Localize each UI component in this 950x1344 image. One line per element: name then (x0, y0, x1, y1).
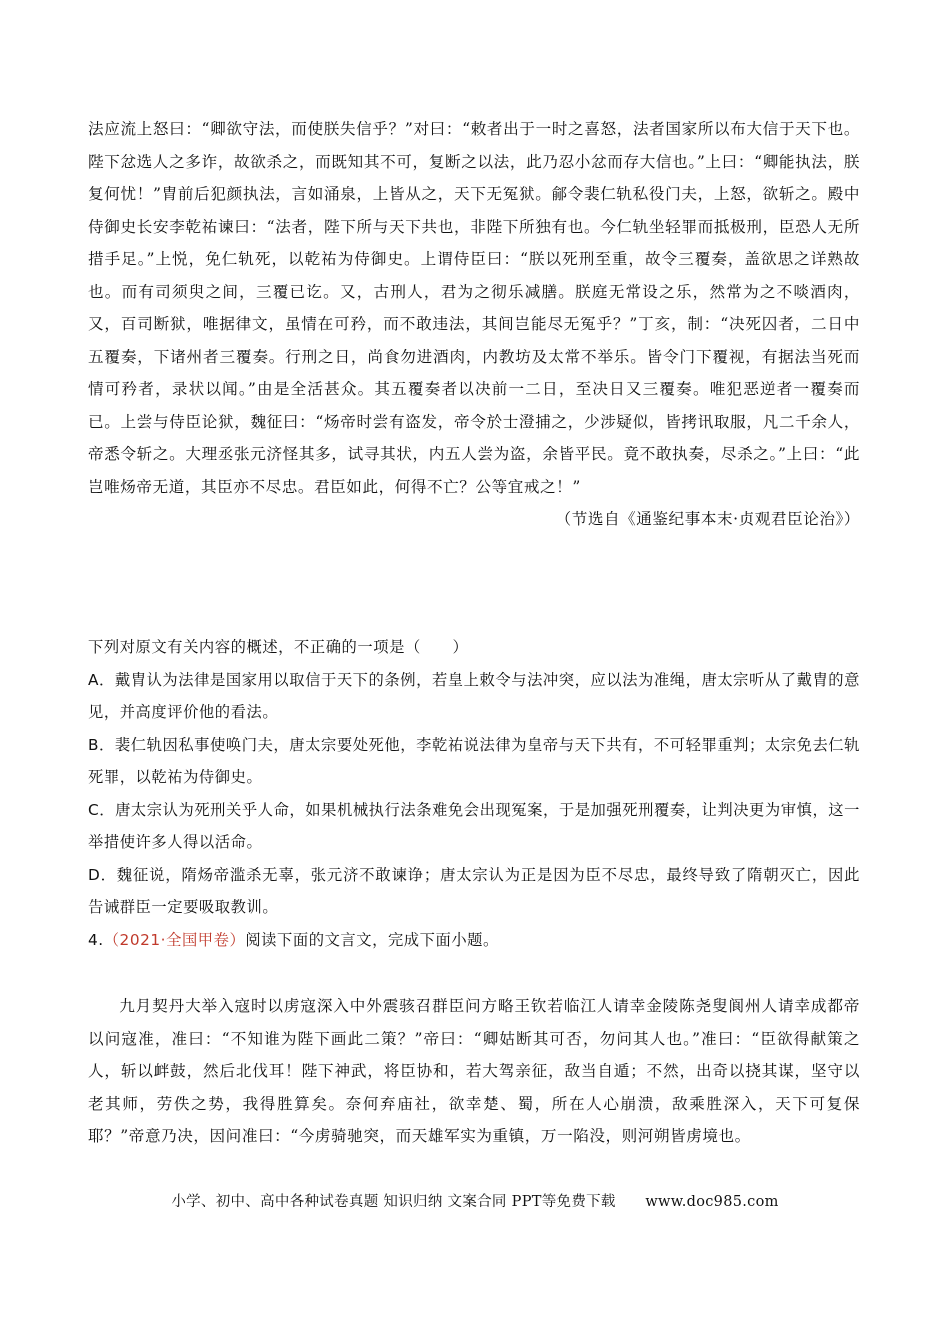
page-footer: 小学、初中、高中各种试卷真题 知识归纳 文案合同 PPT等免费下载 www.doc985.com (171, 1194, 779, 1210)
exam-source-tag: （2021·全国甲卷） (103, 930, 246, 949)
option-d: D．魏征说，隋炀帝滥杀无辜，张元济不敢谏诤；唐太宗认为正是因为臣不尽忠，最终导致了隋朝灭亡，因此告诫群臣一定要吸取教训。 (88, 865, 860, 916)
passage-two (88, 990, 860, 1153)
question-block (88, 631, 860, 956)
option-c: C．唐太宗认为死刑关乎人命，如果机械执行法条难免会出现冤案，于是加强死刑覆奏，让判决更为审慎，这一举措使许多人得以活命。 (88, 800, 860, 851)
item-instruction: 阅读下面的文言文，完成下面小题。 (245, 930, 499, 949)
option-b: B．裴仁轨因私事使唤门夫，唐太宗要处死他，李乾祐说法律为皇帝与天下共有，不可轻罪重判；太宗免去仁轨死罪，以乾祐为侍御史。 (88, 735, 860, 786)
passage-one-text: 法应流上怒曰：“卿欲守法，而使朕失信乎？”对曰：“敕者出于一时之喜怒，法者国家所以布大信于天下也。陛下忿选人之多诈，故欲杀之，而既知其不可，复断之以法，此乃忍小忿而存大信也。”上曰：“卿能执法，朕复何忧！”胄前后犯颜执法，言如涌泉，上皆从之，天下无冤狱。鄃令裴仁轨私役门夫，上怒，欲斩之。殿中侍御史长安李乾祐谏曰：“法者，陛下所与天下共也，非陛下所独有也。今仁轨坐轻罪而抵极刑，臣恐人无所措手足。”上悦，免仁轨死，以乾祐为侍御史。上谓侍臣曰：“朕以死刑至重，故令三覆奏，盖欲思之详熟故也。而有司须臾之间，三覆已讫。又，古刑人，君为之彻乐减膳。朕庭无常设之乐，然常为之不啖酒肉，又，百司断狱，唯据律文，虽情在可矜，而不敢违法，其间岂能尽无冤乎？”丁亥，制：“决死囚者，二日中五覆奏，下诸州者三覆奏。行刑之日，尚食勿进酒肉，内教坊及太常不举乐。皆令门下覆视，有据法当死而情可矜者，录状以闻。”由是全活甚众。其五覆奏者以决前一二日，至决日又三覆奏。唯犯恶逆者一覆奏而已。上尝与侍臣论狱，魏征曰：“炀帝时尝有盗发，帝令於士澄捕之，少涉疑似，皆拷讯取服，凡二千余人，帝悉令斩之。大理丞张元济怪其多，试寻其状，内五人尝为盗，余皆平民。竟不敢执奏，尽杀之。”上曰：“此岂唯炀帝无道，其臣亦不尽忠。君臣如此，何得不亡？公等宜戒之！” (88, 120, 860, 496)
passage-one (88, 113, 860, 536)
question-stem: 下列对原文有关内容的概述，不正确的一项是（ ） (88, 638, 469, 656)
option-a: A．戴胄认为法律是国家用以取信于天下的条例，若皇上敕令与法冲突，应以法为准绳，唐太宗听从了戴胄的意见，并高度评价他的看法。 (88, 670, 860, 721)
item-four-heading (88, 924, 860, 957)
passage-two-text: 九月契丹大举入寇时以虏寇深入中外震骇召群臣问方略王钦若临江人请幸金陵陈尧叟阆州人请幸成都帝以问寇准，准曰：“不知谁为陛下画此二策？”帝曰：“卿姑断其可否，勿问其人也。”准曰：“臣欲得献策之人，斩以衅鼓，然后北伐耳！陛下神武，将臣协和，若大驾亲征，敌当自遁；不然，出奇以挠其谋，坚守以老其师，劳佚之势，我得胜算矣。奈何弃庙社，欲幸楚、蜀，所在人心崩溃，敌乘胜深入，天下可复保耶？”帝意乃决，因问准曰：“今虏骑驰突，而天雄军实为重镇，万一陷没，则河朔皆虏境也。 (88, 997, 860, 1145)
source-attribution: （节选自《通鉴纪事本末·贞观君臣论治》） (555, 510, 860, 528)
item-number: 4. (88, 930, 104, 949)
